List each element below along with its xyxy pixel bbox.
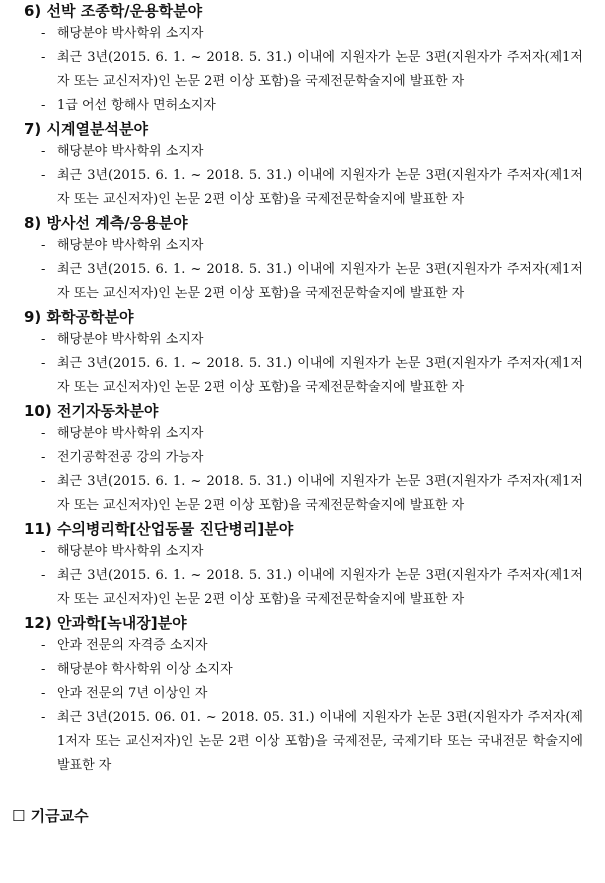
list-item (0, 540, 605, 564)
list-item (0, 234, 605, 258)
list-item (0, 140, 605, 164)
dash-marker: - (41, 426, 46, 441)
section-heading: 8) 방사선 계측/응용분야 (24, 214, 188, 232)
list-item-text: 최근 3년(2015. 6. 1. ~ 2018. 5. 31.) 이내에 지원자가 논문 3편(지원자가 주저자(제1저자 또는 교신저자)인 논문 2편 이상 포함)을 국제전문학술지에 발표한 자 (57, 168, 583, 207)
list-item-text: 해당분야 박사학위 소지자 (57, 332, 204, 347)
dash-marker: - (41, 262, 46, 277)
dash-marker: - (41, 474, 46, 489)
dash-marker: - (41, 26, 46, 41)
list-item (0, 564, 605, 612)
dash-marker: - (41, 686, 46, 701)
list-item (0, 446, 605, 470)
dash-marker: - (41, 568, 46, 583)
section (0, 212, 605, 306)
dash-marker: - (41, 710, 46, 725)
list-item (0, 470, 605, 518)
dash-marker: - (41, 168, 46, 183)
dash-marker: - (41, 238, 46, 253)
section-heading: 10) 전기자동차분야 (24, 402, 159, 420)
list-item-text: 해당분야 박사학위 소지자 (57, 238, 204, 253)
section-heading: 12) 안과학[녹내장]분야 (24, 614, 187, 632)
list-item-text: 해당분야 박사학위 소지자 (57, 26, 204, 41)
list-item (0, 706, 605, 778)
section-gap (0, 778, 605, 805)
list-item-text: 최근 3년(2015. 6. 1. ~ 2018. 5. 31.) 이내에 지원자가 논문 3편(지원자가 주저자(제1저자 또는 교신저자)인 논문 2편 이상 포함)을 국제전문학술지에 발표한 자 (57, 50, 583, 89)
section (0, 400, 605, 518)
section (0, 118, 605, 212)
section-heading: 6) 선박 조종학/운용학분야 (24, 2, 203, 20)
list-item (0, 634, 605, 658)
section (0, 518, 605, 612)
dash-marker: - (41, 50, 46, 65)
section-heading: 9) 화학공학분야 (24, 308, 134, 326)
list-item (0, 352, 605, 400)
list-item-text: 최근 3년(2015. 06. 01. ~ 2018. 05. 31.) 이내에 지원자가 논문 3편(지원자가 주저자(제1저자 또는 교신저자)인 논문 2편 이상 포함)을 국제전문, 국제기타 또는 국내전문 학술지에 발표한 자 (57, 710, 583, 773)
list-item-text: 해당분야 박사학위 소지자 (57, 426, 204, 441)
section (0, 0, 605, 118)
list-item-text: 해당분야 박사학위 소지자 (57, 544, 204, 559)
dash-marker: - (41, 450, 46, 465)
dash-marker: - (41, 356, 46, 371)
list-item-text: 최근 3년(2015. 6. 1. ~ 2018. 5. 31.) 이내에 지원자가 논문 3편(지원자가 주저자(제1저자 또는 교신저자)인 논문 2편 이상 포함)을 국제전문학술지에 발표한 자 (57, 474, 583, 513)
list-item (0, 94, 605, 118)
list-item-text: 안과 전문의 7년 이상인 자 (57, 686, 208, 701)
list-item-text: 해당분야 박사학위 소지자 (57, 144, 204, 159)
dash-marker: - (41, 98, 46, 113)
dash-marker: - (41, 144, 46, 159)
list-item-text: 안과 전문의 자격증 소지자 (57, 638, 208, 653)
list-item-text: 최근 3년(2015. 6. 1. ~ 2018. 5. 31.) 이내에 지원자가 논문 3편(지원자가 주저자(제1저자 또는 교신저자)인 논문 2편 이상 포함)을 국제전문학술지에 발표한 자 (57, 262, 583, 301)
list-item-text: 해당분야 학사학위 이상 소지자 (57, 662, 233, 677)
dash-marker: - (41, 638, 46, 653)
list-item-text: 최근 3년(2015. 6. 1. ~ 2018. 5. 31.) 이내에 지원자가 논문 3편(지원자가 주저자(제1저자 또는 교신저자)인 논문 2편 이상 포함)을 국제전문학술지에 발표한 자 (57, 568, 583, 607)
final-heading: ☐ 기금교수 (12, 807, 89, 825)
dash-marker: - (41, 544, 46, 559)
section (0, 306, 605, 400)
dash-marker: - (41, 662, 46, 677)
list-item (0, 258, 605, 306)
list-item (0, 22, 605, 46)
list-item (0, 658, 605, 682)
section (0, 612, 605, 778)
section-heading: 11) 수의병리학[산업동물 진단병리]분야 (24, 520, 294, 538)
list-item (0, 422, 605, 446)
list-item-text: 전기공학전공 강의 가능자 (57, 450, 204, 465)
list-item-text: 1급 어선 항해사 면허소지자 (57, 98, 216, 113)
list-item (0, 164, 605, 212)
list-item (0, 682, 605, 706)
list-item (0, 46, 605, 94)
section-heading: 7) 시계열분석분야 (24, 120, 148, 138)
list-item-text: 최근 3년(2015. 6. 1. ~ 2018. 5. 31.) 이내에 지원자가 논문 3편(지원자가 주저자(제1저자 또는 교신저자)인 논문 2편 이상 포함)을 국제전문학술지에 발표한 자 (57, 356, 583, 395)
dash-marker: - (41, 332, 46, 347)
list-item (0, 328, 605, 352)
